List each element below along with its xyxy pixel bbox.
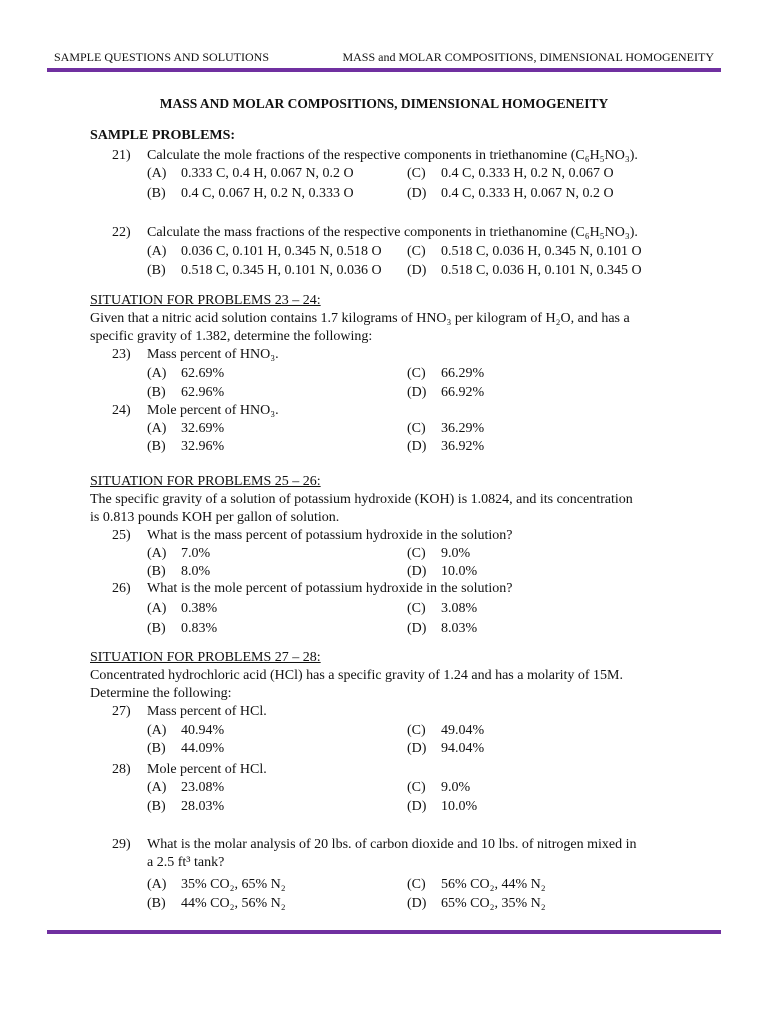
option-letter: (B) bbox=[147, 741, 166, 756]
option-letter: (A) bbox=[147, 166, 167, 181]
header-right-title: MASS and MOLAR COMPOSITIONS, DIMENSIONAL HOMOGENEITY bbox=[342, 50, 714, 64]
question-number: 21) bbox=[112, 148, 131, 163]
option-letter: (D) bbox=[407, 439, 427, 454]
option-letter: (B) bbox=[147, 564, 166, 579]
option-letter: (A) bbox=[147, 723, 167, 738]
option-text: 0.38% bbox=[181, 601, 218, 616]
option-text: 62.69% bbox=[181, 366, 225, 381]
option-letter: (B) bbox=[147, 385, 166, 400]
question-number: 22) bbox=[112, 225, 131, 240]
situation-heading: SITUATION FOR PROBLEMS 23 – 24: bbox=[90, 293, 321, 308]
question-number: 23) bbox=[112, 347, 131, 362]
option-text: 9.0% bbox=[441, 546, 471, 561]
option-text: 66.92% bbox=[441, 385, 485, 400]
option-letter: (A) bbox=[147, 601, 167, 616]
situation-text: Given that a nitric acid solution contains 1.7 kilograms of HNO₃ per kilogram of H₂O, and has a bbox=[90, 311, 630, 326]
situation-text-cont: specific gravity of 1.382, determine the following: bbox=[90, 329, 373, 344]
option-letter: (B) bbox=[147, 186, 166, 201]
option-text: 28.03% bbox=[181, 799, 225, 814]
question-number: 26) bbox=[112, 581, 131, 596]
question-number: 28) bbox=[112, 762, 131, 777]
question-text: What is the mole percent of potassium hydroxide in the solution? bbox=[147, 581, 513, 596]
option-text: 65% CO₂, 35% N₂ bbox=[441, 896, 546, 911]
option-text: 56% CO₂, 44% N₂ bbox=[441, 877, 546, 892]
option-letter: (A) bbox=[147, 421, 167, 436]
option-text: 32.96% bbox=[181, 439, 225, 454]
option-letter: (B) bbox=[147, 621, 166, 636]
option-letter: (C) bbox=[407, 780, 426, 795]
option-text: 36.92% bbox=[441, 439, 485, 454]
header-left-title: SAMPLE QUESTIONS AND SOLUTIONS bbox=[54, 50, 270, 64]
option-text: 3.08% bbox=[441, 601, 478, 616]
option-text: 10.0% bbox=[441, 564, 478, 579]
option-letter: (A) bbox=[147, 366, 167, 381]
option-text: 94.04% bbox=[441, 741, 485, 756]
option-letter: (C) bbox=[407, 366, 426, 381]
question-text: Calculate the mass fractions of the respective components in triethanomine (C₆H₅NO₃). bbox=[147, 225, 638, 240]
question-number: 25) bbox=[112, 528, 131, 543]
option-text: 23.08% bbox=[181, 780, 225, 795]
option-letter: (C) bbox=[407, 546, 426, 561]
situation-text: The specific gravity of a solution of potassium hydroxide (KOH) is 1.0824, and its concentration bbox=[90, 492, 633, 507]
option-text: 10.0% bbox=[441, 799, 478, 814]
question-text: Calculate the mole fractions of the respective components in triethanomine (C₆H₅NO₃). bbox=[147, 148, 638, 163]
situation-text-cont: Determine the following: bbox=[90, 686, 232, 701]
option-text: 8.03% bbox=[441, 621, 478, 636]
question-text: Mass percent of HNO₃. bbox=[147, 347, 279, 362]
option-letter: (B) bbox=[147, 263, 166, 278]
option-letter: (C) bbox=[407, 877, 426, 892]
option-letter: (D) bbox=[407, 741, 427, 756]
option-text: 32.69% bbox=[181, 421, 225, 436]
situation-heading: SITUATION FOR PROBLEMS 25 – 26: bbox=[90, 474, 321, 489]
question-text: Mass percent of HCl. bbox=[147, 704, 267, 719]
question-text: Mole percent of HCl. bbox=[147, 762, 267, 777]
option-text: 36.29% bbox=[441, 421, 485, 436]
option-letter: (A) bbox=[147, 877, 167, 892]
option-letter: (D) bbox=[407, 385, 427, 400]
option-text: 35% CO₂, 65% N₂ bbox=[181, 877, 286, 892]
option-letter: (D) bbox=[407, 263, 427, 278]
option-letter: (D) bbox=[407, 799, 427, 814]
question-text-cont: a 2.5 ft³ tank? bbox=[147, 855, 225, 870]
option-text: 0.4 C, 0.333 H, 0.067 N, 0.2 O bbox=[441, 186, 614, 201]
option-letter: (D) bbox=[407, 186, 427, 201]
option-text: 49.04% bbox=[441, 723, 485, 738]
situation-text: Concentrated hydrochloric acid (HCl) has a specific gravity of 1.24 and has a molarity of 15M. bbox=[90, 668, 624, 683]
question-text: What is the mass percent of potassium hydroxide in the solution? bbox=[147, 528, 513, 543]
option-text: 0.4 C, 0.333 H, 0.2 N, 0.067 O bbox=[441, 166, 614, 181]
sample-problems-heading: SAMPLE PROBLEMS: bbox=[90, 128, 236, 143]
question-text: What is the molar analysis of 20 lbs. of carbon dioxide and 10 lbs. of nitrogen mixed in bbox=[147, 837, 637, 852]
option-letter: (C) bbox=[407, 166, 426, 181]
option-letter: (A) bbox=[147, 780, 167, 795]
option-text: 0.4 C, 0.067 H, 0.2 N, 0.333 O bbox=[181, 186, 354, 201]
option-text: 0.518 C, 0.345 H, 0.101 N, 0.036 O bbox=[181, 263, 382, 278]
option-text: 44.09% bbox=[181, 741, 225, 756]
option-text: 0.333 C, 0.4 H, 0.067 N, 0.2 O bbox=[181, 166, 354, 181]
situation-text-cont: is 0.813 pounds KOH per gallon of solution. bbox=[90, 510, 340, 525]
option-text: 8.0% bbox=[181, 564, 211, 579]
option-text: 40.94% bbox=[181, 723, 225, 738]
option-letter: (C) bbox=[407, 421, 426, 436]
option-text: 44% CO₂, 56% N₂ bbox=[181, 896, 286, 911]
option-letter: (D) bbox=[407, 621, 427, 636]
option-letter: (C) bbox=[407, 244, 426, 259]
option-text: 9.0% bbox=[441, 780, 471, 795]
option-text: 0.83% bbox=[181, 621, 218, 636]
situation-heading: SITUATION FOR PROBLEMS 27 – 28: bbox=[90, 650, 321, 665]
option-text: 66.29% bbox=[441, 366, 485, 381]
option-letter: (A) bbox=[147, 546, 167, 561]
option-letter: (D) bbox=[407, 564, 427, 579]
option-text: 7.0% bbox=[181, 546, 211, 561]
option-text: 0.036 C, 0.101 H, 0.345 N, 0.518 O bbox=[181, 244, 382, 259]
option-text: 0.518 C, 0.036 H, 0.101 N, 0.345 O bbox=[441, 263, 642, 278]
option-text: 0.518 C, 0.036 H, 0.345 N, 0.101 O bbox=[441, 244, 642, 259]
footer-rule bbox=[47, 930, 721, 934]
option-letter: (D) bbox=[407, 896, 427, 911]
option-letter: (C) bbox=[407, 723, 426, 738]
option-letter: (B) bbox=[147, 896, 166, 911]
document-title: MASS AND MOLAR COMPOSITIONS, DIMENSIONAL HOMOGENEITY bbox=[159, 96, 609, 111]
option-letter: (B) bbox=[147, 439, 166, 454]
option-text: 62.96% bbox=[181, 385, 225, 400]
option-letter: (C) bbox=[407, 601, 426, 616]
question-number: 24) bbox=[112, 403, 131, 418]
option-letter: (A) bbox=[147, 244, 167, 259]
question-number: 27) bbox=[112, 704, 131, 719]
question-text: Mole percent of HNO₃. bbox=[147, 403, 279, 418]
option-letter: (B) bbox=[147, 799, 166, 814]
header-rule bbox=[47, 68, 721, 72]
question-number: 29) bbox=[112, 837, 131, 852]
